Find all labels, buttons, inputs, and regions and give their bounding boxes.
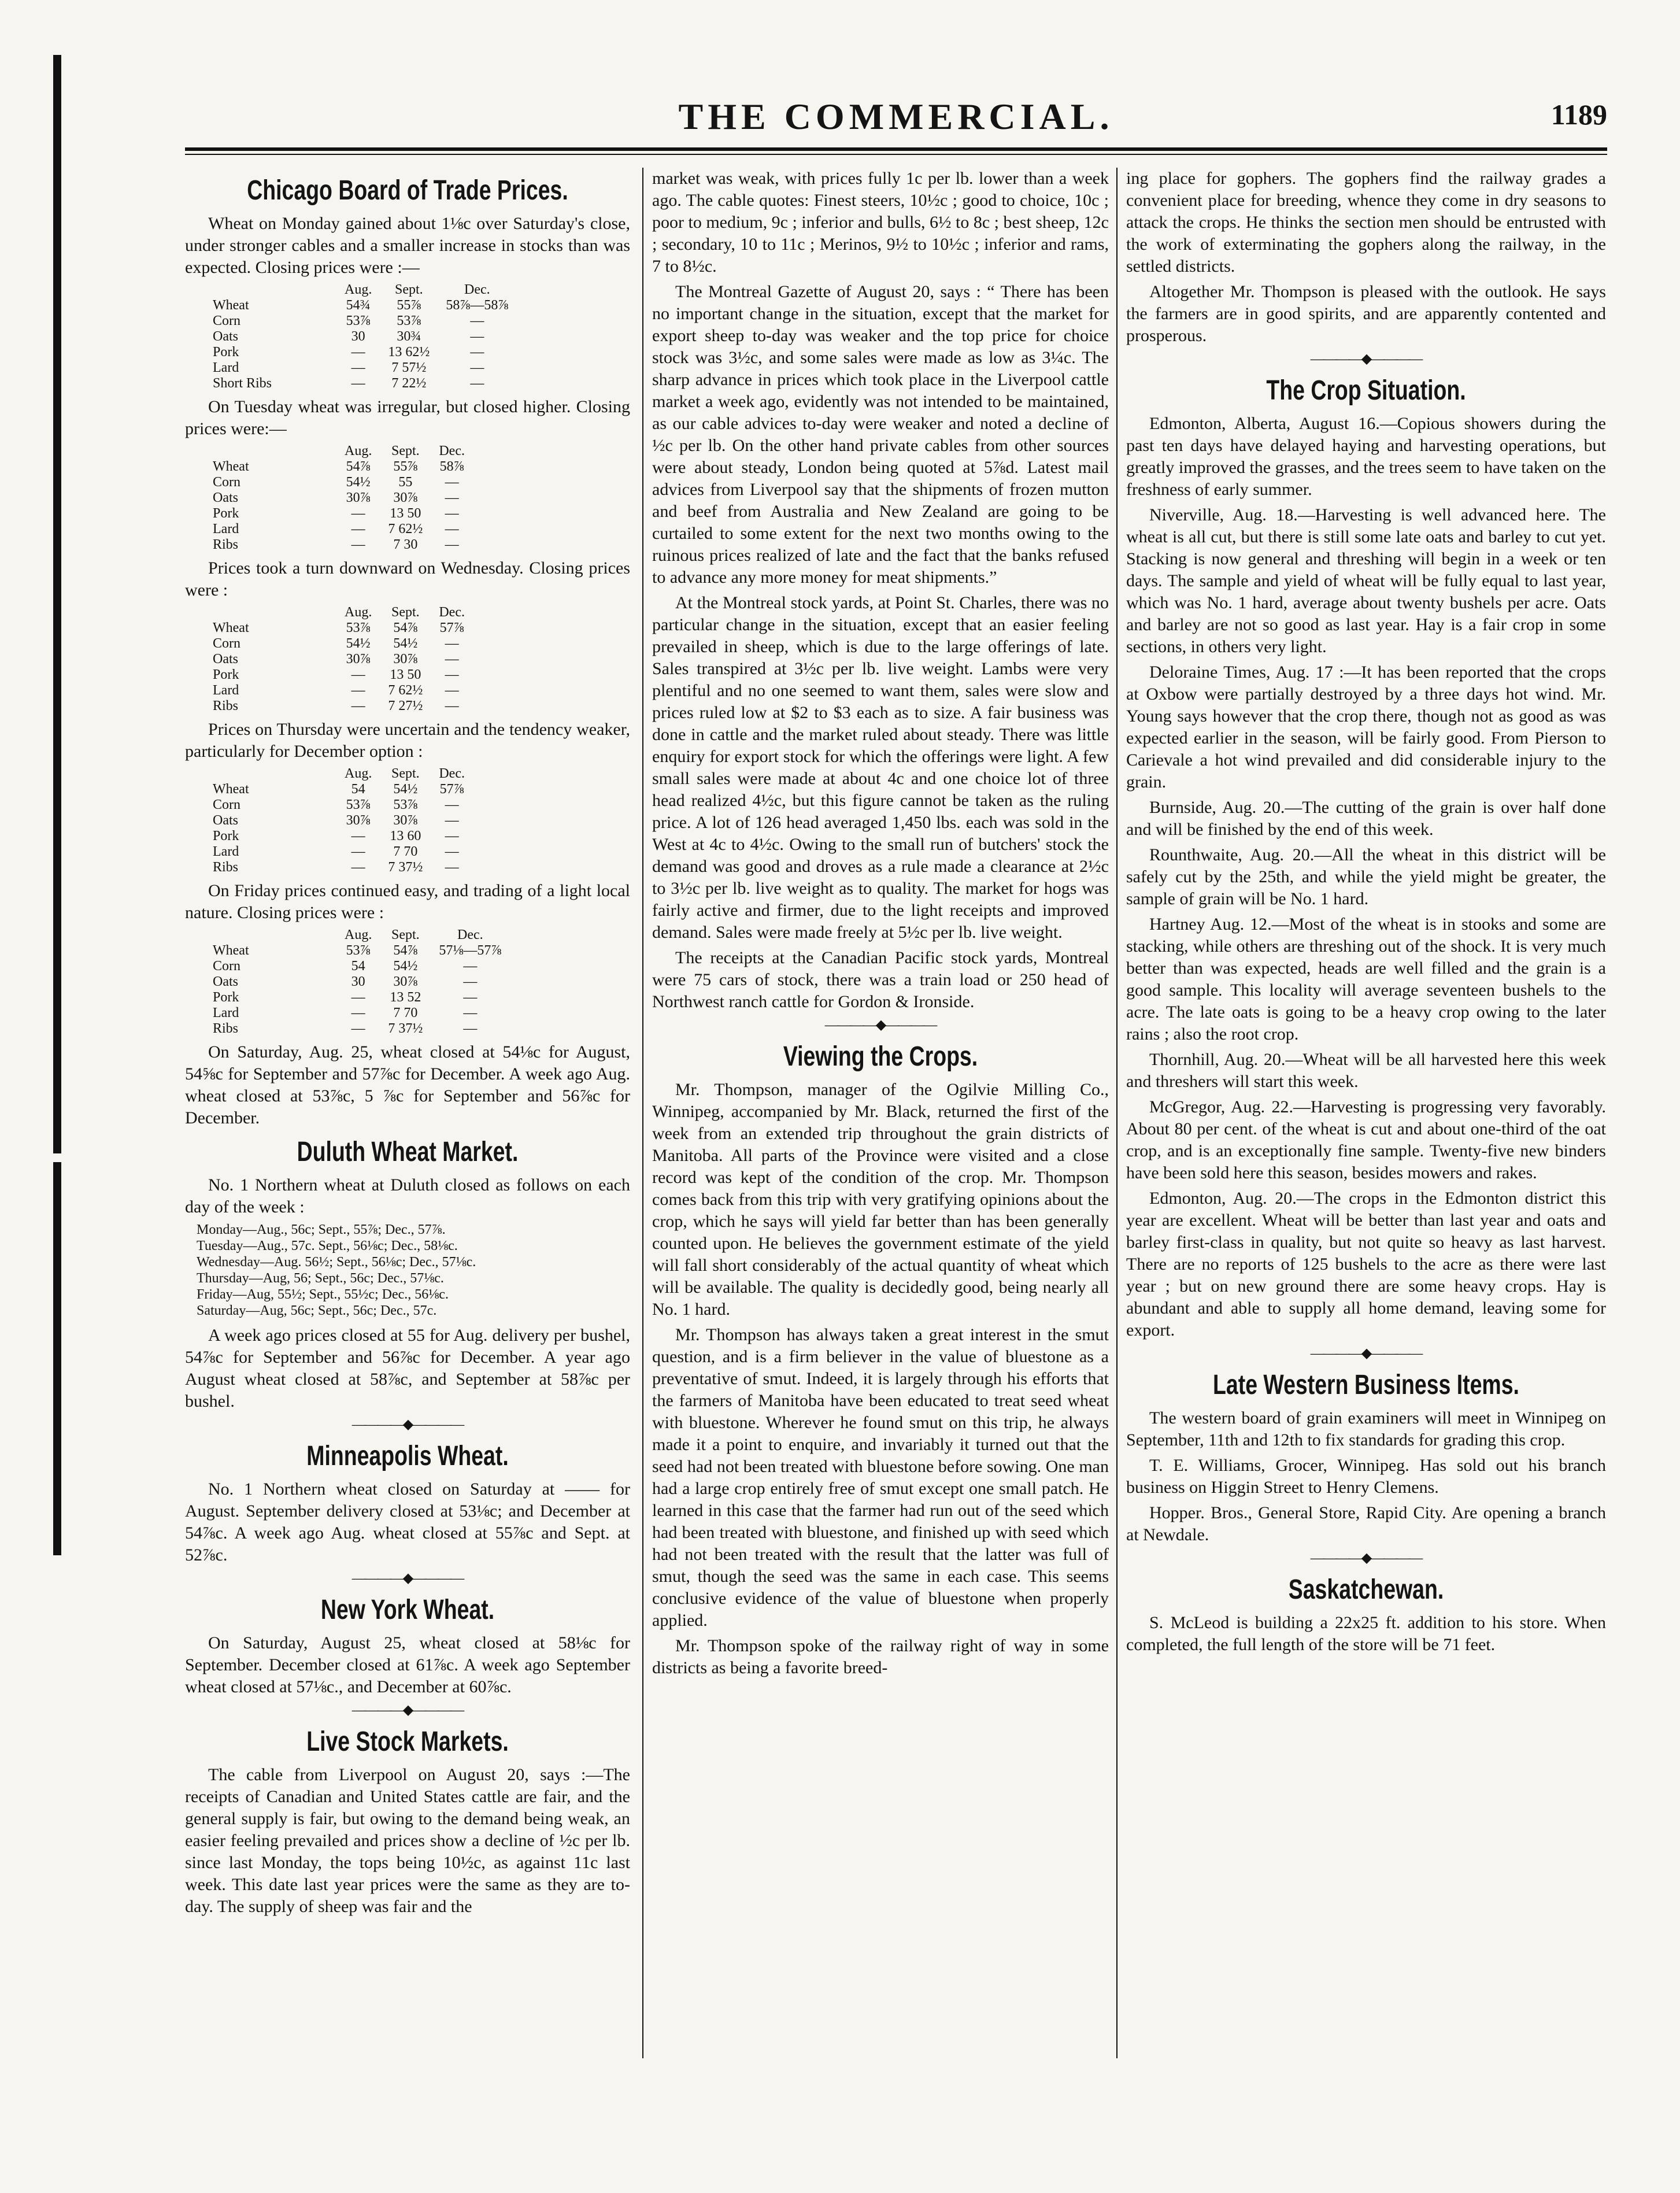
commodity-label: Corn bbox=[213, 475, 240, 490]
price-cell: 30⅞ bbox=[346, 652, 371, 667]
price-row bbox=[213, 329, 516, 345]
price-cell: — bbox=[463, 1021, 478, 1036]
price-cell: — bbox=[470, 345, 484, 360]
price-cell: — bbox=[351, 683, 365, 698]
price-cell: — bbox=[351, 345, 365, 360]
price-cell: 30⅞ bbox=[393, 813, 418, 828]
price-cell: — bbox=[351, 1021, 365, 1036]
price-cell: — bbox=[351, 860, 365, 875]
chicago-friday-text: On Friday prices continued easy, and trading of a light local nature. Closing prices were : bbox=[185, 881, 630, 922]
paragraph: ing place for gophers. The gophers find the railway grades a convenient place for breeding, whence they come in dry seasons to attack the crops. He thinks the section men should be entrusted with the work of exterminating the gophers along the railway, in the settled districts. bbox=[1126, 169, 1606, 276]
duluth-heading: Duluth Wheat Market. bbox=[297, 1137, 519, 1167]
price-cell: — bbox=[351, 1005, 365, 1020]
commodity-label: Wheat bbox=[213, 620, 249, 635]
price-table-monday bbox=[213, 282, 516, 391]
price-cell: — bbox=[445, 475, 459, 490]
column-divider-2 bbox=[1116, 168, 1117, 2058]
month-header: Aug. bbox=[345, 443, 372, 458]
price-cell: 54⅞ bbox=[393, 620, 418, 635]
section-ornament: ————◆———— bbox=[351, 1417, 464, 1432]
commodity-label: Wheat bbox=[213, 298, 249, 313]
paragraph: Edmonton, Aug. 20.—The crops in the Edmonton district this year are excellent. Wheat will be better than last year and oats and barley first-class in quality, but not quite so heavy as last harvest. There are no reports of 125 bushels to the acre as there were last year ; but on new ground there are some heavy crops. Hay is abundant and able to supply all home demand, leaving some for export. bbox=[1126, 1189, 1606, 1340]
price-row bbox=[213, 698, 473, 714]
price-cell: 54½ bbox=[393, 782, 418, 797]
price-row bbox=[213, 522, 473, 537]
commodity-label: Oats bbox=[213, 329, 238, 344]
price-row bbox=[213, 636, 473, 652]
commodity-label: Lard bbox=[213, 844, 239, 859]
price-cell: — bbox=[351, 537, 365, 552]
price-row bbox=[213, 313, 516, 329]
month-header: Dec. bbox=[457, 927, 483, 942]
paragraph: The western board of grain examiners will meet in Winnipeg on September, 11th and 12th to fix standards for grading this crop. bbox=[1126, 1408, 1606, 1449]
price-cell: — bbox=[470, 376, 484, 391]
price-cell: — bbox=[445, 490, 459, 505]
column-2 bbox=[652, 168, 1109, 1682]
price-cell: — bbox=[463, 974, 478, 989]
price-cell: 30⅞ bbox=[346, 813, 371, 828]
price-cell: 57⅞ bbox=[439, 620, 464, 635]
price-table-header bbox=[213, 927, 509, 943]
price-row bbox=[213, 345, 516, 360]
newyork-text: On Saturday, August 25, wheat closed at 58⅛c for September. December closed at 61⅞c. A week ago September wheat closed at 57⅛c., and December at 60⅞c. bbox=[185, 1633, 630, 1696]
price-cell: 53⅞ bbox=[346, 797, 371, 812]
list-item: Monday—Aug., 56c; Sept., 55⅞; Dec., 57⅞. bbox=[197, 1222, 446, 1237]
commodity-label: Wheat bbox=[213, 459, 249, 474]
price-cell: 54½ bbox=[393, 636, 418, 651]
price-cell: 58⅞ bbox=[439, 459, 464, 474]
list-item: Tuesday—Aug., 57c. Sept., 56⅛c; Dec., 58⅛c. bbox=[197, 1238, 458, 1253]
month-header: Aug. bbox=[345, 282, 372, 297]
column-1 bbox=[185, 168, 630, 1921]
price-cell: — bbox=[445, 829, 459, 844]
business-heading: Late Western Business Items. bbox=[1213, 1370, 1519, 1400]
price-row bbox=[213, 959, 509, 974]
price-cell: — bbox=[445, 797, 459, 812]
column-divider-1 bbox=[642, 168, 643, 2058]
commodity-label: Pork bbox=[213, 990, 239, 1005]
price-cell: 7 30 bbox=[393, 537, 418, 552]
price-row bbox=[213, 974, 509, 990]
publication-title: THE COMMERCIAL. bbox=[678, 96, 1114, 137]
chicago-intro: Wheat on Monday gained about 1⅛c over Saturday's close, under stronger cables and a smaller increase in stocks than was expected. Closing prices were :— bbox=[185, 214, 630, 277]
month-header: Sept. bbox=[391, 766, 420, 781]
price-cell: 30 bbox=[351, 974, 365, 989]
price-row bbox=[213, 782, 473, 797]
paragraph: Deloraine Times, Aug. 17 :—It has been reported that the crops at Oxbow were partially destroyed by a three days hot wind. Mr. Young says however that the crop there, though not as good as was expected earlier in the season, will be fairly good. From Pierson to Carievale a hot wind prevailed and did considerable injury to the grain. bbox=[1126, 663, 1606, 792]
price-cell: — bbox=[351, 667, 365, 682]
price-cell: 54⅞ bbox=[393, 943, 418, 958]
section-ornament: ————◆———— bbox=[351, 1571, 464, 1586]
price-cell: 7 70 bbox=[393, 1005, 418, 1020]
month-header: Sept. bbox=[391, 443, 420, 458]
commodity-label: Lard bbox=[213, 683, 239, 698]
price-row bbox=[213, 376, 516, 391]
minneapolis-heading: Minneapolis Wheat. bbox=[306, 1441, 509, 1471]
paragraph: Edmonton, Alberta, August 16.—Copious showers during the past ten days have delayed haying and harvesting operations, but greatly improved the grasses, and the trees seem to have taken on the freshness of early summer. bbox=[1126, 414, 1606, 499]
list-item: Friday—Aug, 55½; Sept., 55½c; Dec., 56⅛c. bbox=[197, 1287, 449, 1302]
price-row bbox=[213, 1021, 509, 1037]
commodity-label: Oats bbox=[213, 813, 238, 828]
paragraph: S. McLeod is building a 22x25 ft. addition to his store. When completed, the full length of the store will be 71 feet. bbox=[1126, 1613, 1606, 1654]
price-cell: 54¾ bbox=[346, 298, 371, 313]
price-table-header bbox=[213, 766, 473, 782]
commodity-label: Corn bbox=[213, 959, 240, 974]
price-row bbox=[213, 860, 473, 875]
commodity-label: Pork bbox=[213, 829, 239, 844]
price-cell: 57⅞ bbox=[439, 782, 464, 797]
crops-heading: Viewing the Crops. bbox=[783, 1041, 978, 1072]
price-cell: 57⅛—57⅞ bbox=[439, 943, 502, 958]
commodity-label: Corn bbox=[213, 636, 240, 651]
price-cell: 13 62½ bbox=[388, 345, 430, 360]
price-cell: — bbox=[351, 360, 365, 375]
price-row bbox=[213, 537, 473, 553]
price-row bbox=[213, 813, 473, 829]
commodity-label: Pork bbox=[213, 506, 239, 521]
price-cell: — bbox=[445, 844, 459, 859]
price-cell: 13 60 bbox=[390, 829, 421, 844]
price-cell: 7 37½ bbox=[388, 860, 423, 875]
paragraph: Mr. Thompson, manager of the Ogilvie Milling Co., Winnipeg, accompanied by Mr. Black, returned the first of the week from an extended trip throughout the grain districts of Manitoba. All parts of the Province were visited and a close record was kept of the condition of the crop. Mr. Thompson comes back from this trip with very gratifying opinions about the crop, which he says will yield far better than has been generally counted upon. He believes the government estimate of the yield will fall short considerably of the actual quantity of wheat which will be available. The quality is decidedly good, being nearly all No. 1 hard. bbox=[652, 1080, 1109, 1319]
commodity-label: Wheat bbox=[213, 782, 249, 797]
month-header: Dec. bbox=[464, 282, 490, 297]
chicago-thursday-text: Prices on Thursday were uncertain and the tendency weaker, particularly for December option : bbox=[185, 720, 630, 761]
month-header: Dec. bbox=[439, 766, 465, 781]
price-cell: 30⅞ bbox=[393, 652, 418, 667]
price-row bbox=[213, 475, 473, 490]
price-cell: 13 50 bbox=[390, 667, 421, 682]
price-table-wednesday bbox=[213, 605, 473, 714]
price-cell: — bbox=[463, 990, 478, 1005]
paragraph: Hartney Aug. 12.—Most of the wheat is in stooks and some are stacking, while others are threshing out of the shock. It is very much better than was expected, heads are well filled and the grain is a good sample. This locality will average seventeen bushels to the acre. The late oats is going to be a heavy crop owing to the later rains ; also the root crop. bbox=[1126, 915, 1606, 1044]
duluth-intro: No. 1 Northern wheat at Duluth closed as follows on each day of the week : bbox=[185, 1175, 630, 1216]
paragraph: T. E. Williams, Grocer, Winnipeg. Has sold out his branch business on Higgin Street to Henry Clemens. bbox=[1126, 1456, 1606, 1497]
price-row bbox=[213, 667, 473, 683]
month-header bbox=[213, 766, 336, 782]
commodity-label: Wheat bbox=[213, 943, 249, 958]
crop-situation-heading: The Crop Situation. bbox=[1266, 375, 1466, 406]
price-row bbox=[213, 652, 473, 667]
paragraph: Niverville, Aug. 18.—Harvesting is well advanced here. The wheat is all cut, but there is still some late oats and barley to cut yet. Stacking is now general and threshing will begin in a week or ten days. The sample and yield of wheat will be fully equal to last year, which was No. 1 hard, average about twenty bushels per acre. Oats and barley are not so good as last year. Hay is a fair crop in some sections, in others very light. bbox=[1126, 505, 1606, 656]
paragraph: McGregor, Aug. 22.—Harvesting is progressing very favorably. About 80 per cent. of the wheat is cut and about one-third of the oat crop, and is an exceptionally fine sample. Twenty-five new binders have been sold here this season, besides mowers and rakes. bbox=[1126, 1097, 1606, 1182]
commodity-label: Corn bbox=[213, 313, 240, 328]
price-table-header bbox=[213, 282, 516, 298]
price-row bbox=[213, 298, 516, 313]
price-cell: — bbox=[445, 860, 459, 875]
price-cell: — bbox=[351, 829, 365, 844]
price-cell: 7 62½ bbox=[388, 683, 423, 698]
price-cell: — bbox=[445, 683, 459, 698]
price-cell: 13 52 bbox=[390, 990, 421, 1005]
livestock-heading: Live Stock Markets. bbox=[306, 1726, 509, 1757]
chicago-tuesday-text: On Tuesday wheat was irregular, but closed higher. Closing prices were:— bbox=[185, 397, 630, 438]
section-ornament: ————◆———— bbox=[824, 1018, 937, 1033]
paragraph: Thornhill, Aug. 20.—Wheat will be all harvested here this week and threshers will start this week. bbox=[1126, 1050, 1606, 1091]
price-cell: 58⅞—58⅞ bbox=[446, 298, 509, 313]
price-cell: — bbox=[470, 360, 484, 375]
price-cell: — bbox=[445, 667, 459, 682]
duluth-daily-prices bbox=[197, 1222, 630, 1319]
price-cell: 53⅞ bbox=[346, 620, 371, 635]
price-cell: 54½ bbox=[393, 959, 418, 974]
paragraph: Rounthwaite, Aug. 20.—All the wheat in this district will be safely cut by the 25th, and while the yield might be greater, the sample of grain will be No. 1 hard. bbox=[1126, 845, 1606, 908]
paragraph: Hopper. Bros., General Store, Rapid City. Are opening a branch at Newdale. bbox=[1126, 1503, 1606, 1544]
price-cell: 54 bbox=[351, 782, 365, 797]
price-row bbox=[213, 620, 473, 636]
price-table-header bbox=[213, 443, 473, 459]
paragraph: The Montreal Gazette of August 20, says : “ There has been no important change in the situation, except that the market for export sheep to-day was weaker and the top price for choice stock was 3½c, and some sales were made as low as 3¼c. The sharp advance in prices which took place in the Liverpool cattle market a week ago, evidently was not intended to be maintained, as our cable advices to-day were weaker and noted a decline of ½c per lb. On the other hand private cables from other sources were about steady, London being quoted at 5⅞d. Latest mail advices from Liverpool say that the shipments of frozen mutton and beef from Australia and New Zealand are going to be curtailed to some extent for the next two months owing to the ruinous prices realized of late and the fact that the banks refused to advance any more money for meat shipments.” bbox=[652, 282, 1109, 587]
price-row bbox=[213, 490, 473, 506]
month-header: Aug. bbox=[345, 605, 372, 620]
commodity-label: Ribs bbox=[213, 698, 239, 713]
section-ornament: ————◆———— bbox=[1310, 352, 1422, 367]
price-cell: 13 50 bbox=[390, 506, 421, 521]
section-ornament: ————◆———— bbox=[1310, 1346, 1422, 1361]
livestock-text: The cable from Liverpool on August 20, says :—The receipts of Canadian and United States cattle are fair, and the general supply is fair, but owing to the demand being weak, an easier feeling prevailed and prices show a decline of ½c per lb. since last Monday, the tops being 10½c, as against 11c last week. This date last year prices were the same as they are to-day. The supply of sheep was fair and the bbox=[185, 1765, 630, 1916]
price-row bbox=[213, 990, 509, 1005]
saskatchewan-heading: Saskatchewan. bbox=[1288, 1574, 1444, 1605]
month-header: Sept. bbox=[395, 282, 423, 297]
list-item: Saturday—Aug, 56c; Sept., 56c; Dec., 57c. bbox=[197, 1303, 437, 1318]
price-cell: — bbox=[445, 652, 459, 667]
list-item: Thursday—Aug, 56; Sept., 56c; Dec., 57⅛c. bbox=[197, 1271, 444, 1286]
price-cell: 30¾ bbox=[397, 329, 421, 344]
price-cell: — bbox=[445, 698, 459, 713]
month-header bbox=[213, 282, 336, 298]
chicago-wednesday-text: Prices took a turn downward on Wednesday. Closing prices were : bbox=[185, 559, 630, 600]
price-row bbox=[213, 829, 473, 844]
price-cell: 7 22½ bbox=[391, 376, 427, 391]
price-cell: — bbox=[351, 506, 365, 521]
month-header bbox=[213, 605, 336, 620]
price-row bbox=[213, 360, 516, 376]
price-cell: — bbox=[351, 844, 365, 859]
chicago-heading: Chicago Board of Trade Prices. bbox=[247, 175, 568, 206]
commodity-label: Oats bbox=[213, 490, 238, 505]
price-cell: — bbox=[445, 522, 459, 537]
price-cell: 54½ bbox=[346, 636, 371, 651]
commodity-label: Oats bbox=[213, 652, 238, 667]
price-table-tuesday bbox=[213, 443, 473, 553]
list-item: Wednesday—Aug. 56½; Sept., 56⅛c; Dec., 57⅛c. bbox=[197, 1255, 476, 1270]
paragraph: The receipts at the Canadian Pacific stock yards, Montreal were 75 cars of stock, there was a train load or 250 head of Northwest ranch cattle for Gordon & Ironside. bbox=[652, 948, 1109, 1011]
price-cell: 53⅞ bbox=[346, 943, 371, 958]
scan-margin-bar-lower bbox=[53, 1162, 61, 1555]
commodity-label: Corn bbox=[213, 797, 240, 812]
price-row bbox=[213, 506, 473, 522]
month-header: Sept. bbox=[391, 927, 420, 942]
price-cell: 55⅞ bbox=[397, 298, 421, 313]
page-number: 1189 bbox=[1551, 98, 1607, 131]
price-cell: 30 bbox=[351, 329, 365, 344]
price-cell: 53⅞ bbox=[393, 797, 418, 812]
price-cell: 30⅞ bbox=[346, 490, 371, 505]
price-cell: — bbox=[351, 376, 365, 391]
month-header: Aug. bbox=[345, 766, 372, 781]
masthead bbox=[185, 95, 1607, 142]
price-cell: 30⅞ bbox=[393, 974, 418, 989]
commodity-label: Lard bbox=[213, 522, 239, 537]
price-cell: — bbox=[351, 698, 365, 713]
price-cell: 30⅞ bbox=[393, 490, 418, 505]
price-cell: 53⅞ bbox=[346, 313, 371, 328]
commodity-label: Oats bbox=[213, 974, 238, 989]
price-row bbox=[213, 844, 473, 860]
price-cell: 7 62½ bbox=[388, 522, 423, 537]
price-cell: 55 bbox=[398, 475, 413, 490]
price-row bbox=[213, 459, 473, 475]
month-header: Aug. bbox=[345, 927, 372, 942]
commodity-label: Short Ribs bbox=[213, 376, 272, 391]
duluth-text: A week ago prices closed at 55 for Aug. delivery per bushel, 54⅞c for September and 56⅞c for December. A year ago August wheat closed at 58⅞c, and September at 58⅞c per bushel. bbox=[185, 1326, 630, 1411]
commodity-label: Lard bbox=[213, 1005, 239, 1020]
price-row bbox=[213, 1005, 509, 1021]
commodity-label: Ribs bbox=[213, 537, 239, 552]
chicago-saturday-text: On Saturday, Aug. 25, wheat closed at 54⅛c for August, 54⅝c for September and 57⅞c for December. A week ago Aug. wheat closed at 53⅞c, 5 ⅞c for September and 56⅞c for December. bbox=[185, 1042, 630, 1127]
column-3 bbox=[1126, 168, 1606, 1659]
section-ornament: ————◆———— bbox=[1310, 1551, 1422, 1566]
price-row bbox=[213, 683, 473, 698]
price-cell: 55⅞ bbox=[393, 459, 418, 474]
month-header: Sept. bbox=[391, 605, 420, 620]
price-cell: — bbox=[445, 636, 459, 651]
month-header: Dec. bbox=[439, 605, 465, 620]
masthead-rule-thin bbox=[185, 154, 1607, 155]
price-row bbox=[213, 797, 473, 813]
commodity-label: Pork bbox=[213, 345, 239, 360]
commodity-label: Ribs bbox=[213, 1021, 239, 1036]
price-cell: — bbox=[463, 1005, 478, 1020]
price-cell: 53⅞ bbox=[397, 313, 421, 328]
section-ornament: ————◆———— bbox=[351, 1703, 464, 1718]
paragraph: Mr. Thompson spoke of the railway right of way in some districts as being a favorite breed- bbox=[652, 1636, 1109, 1677]
month-header: Dec. bbox=[439, 443, 465, 458]
commodity-label: Ribs bbox=[213, 860, 239, 875]
price-cell: — bbox=[351, 522, 365, 537]
paragraph: market was weak, with prices fully 1c per lb. lower than a week ago. The cable quotes: Finest steers, 10½c ; good to choice, 10c ; poor to medium, 9c ; inferior and bulls, 6½ to 8c ; best sheep, 12c ; secondary, 10 to 11c ; Merinos, 9½ to 10½c ; inferior and rams, 7 to 8½c. bbox=[652, 169, 1109, 276]
price-cell: — bbox=[445, 537, 459, 552]
commodity-label: Pork bbox=[213, 667, 239, 682]
price-cell: — bbox=[445, 813, 459, 828]
paragraph: Altogether Mr. Thompson is pleased with the outlook. He says the farmers are in good spirits, and are apparently contented and prosperous. bbox=[1126, 282, 1606, 345]
scan-margin-bar bbox=[53, 55, 61, 1153]
month-header bbox=[213, 927, 336, 943]
price-cell: 54 bbox=[351, 959, 365, 974]
price-cell: 7 37½ bbox=[388, 1021, 423, 1036]
paragraph: At the Montreal stock yards, at Point St. Charles, there was no particular change in the situation, except that an easier feeling prevailed in sheep, which is due to the large offerings of late. Sales transpired at 3½c per lb. live weight. Lambs were very plentiful and no one seemed to want them, sales were slow and prices ruled low at $2 to $3 each as to size. A fair business was done in cattle and the market ruled about steady. There was little enquiry for export stock for which the offerings were light. A few small sales were made at about 4c and one choice lot of three head realized 4½c, but this figure cannot be taken as the ruling price. A lot of 126 head averaged 1,450 lbs. each was sold in the West at 4c to 4½c. Owing to the small run of butchers' stock the demand was good and droves as a rule made a clearance at 2½c to 3½c per lb. live weight as to quality. The market for hogs was fairly active and firmer, due to the light receipts and improved demand. Sales were made freely at 5½c per lb. live weight. bbox=[652, 593, 1109, 942]
price-cell: — bbox=[470, 329, 484, 344]
price-cell: 7 57½ bbox=[391, 360, 427, 375]
price-cell: — bbox=[470, 313, 484, 328]
paragraph: Mr. Thompson has always taken a great interest in the smut question, and is a firm believer in the value of bluestone as a preventative of smut. Indeed, it is largely through his efforts that the farmers of Manitoba have been educated to treat seed wheat with bluestone. Wherever he found smut on this trip, he always made it a point to enquire, and invariably it turned out that the seed had not been treated with bluestone before sowing. One man had a large crop entirely free of smut except one small patch. He learned in this case that the farmer had run out of the seed which had been treated with bluestone, and finished up with seed which had not been treated with the result that the latter was full of smut, though the seed was the same in each case. This seems conclusive evidence of the value of bluestone when properly applied. bbox=[652, 1325, 1109, 1630]
commodity-label: Lard bbox=[213, 360, 239, 375]
minneapolis-text: No. 1 Northern wheat closed on Saturday at —— for August. September delivery closed at 53⅛c; and December at 54⅞c. A week ago Aug. wheat closed at 55⅞c and Sept. at 52⅞c. bbox=[185, 1480, 630, 1565]
masthead-rule-thick bbox=[185, 147, 1607, 151]
price-table-thursday bbox=[213, 766, 473, 875]
price-row bbox=[213, 943, 509, 959]
month-header bbox=[213, 443, 336, 459]
paragraph: Burnside, Aug. 20.—The cutting of the grain is over half done and will be finished by the end of this week. bbox=[1126, 798, 1606, 839]
price-cell: 7 70 bbox=[393, 844, 418, 859]
price-table-header bbox=[213, 605, 473, 620]
price-cell: 54⅞ bbox=[346, 459, 371, 474]
price-cell: 7 27½ bbox=[388, 698, 423, 713]
price-cell: — bbox=[463, 959, 478, 974]
price-cell: 54½ bbox=[346, 475, 371, 490]
price-cell: — bbox=[445, 506, 459, 521]
price-cell: — bbox=[351, 990, 365, 1005]
newyork-heading: New York Wheat. bbox=[320, 1595, 495, 1625]
price-table-friday bbox=[213, 927, 509, 1037]
